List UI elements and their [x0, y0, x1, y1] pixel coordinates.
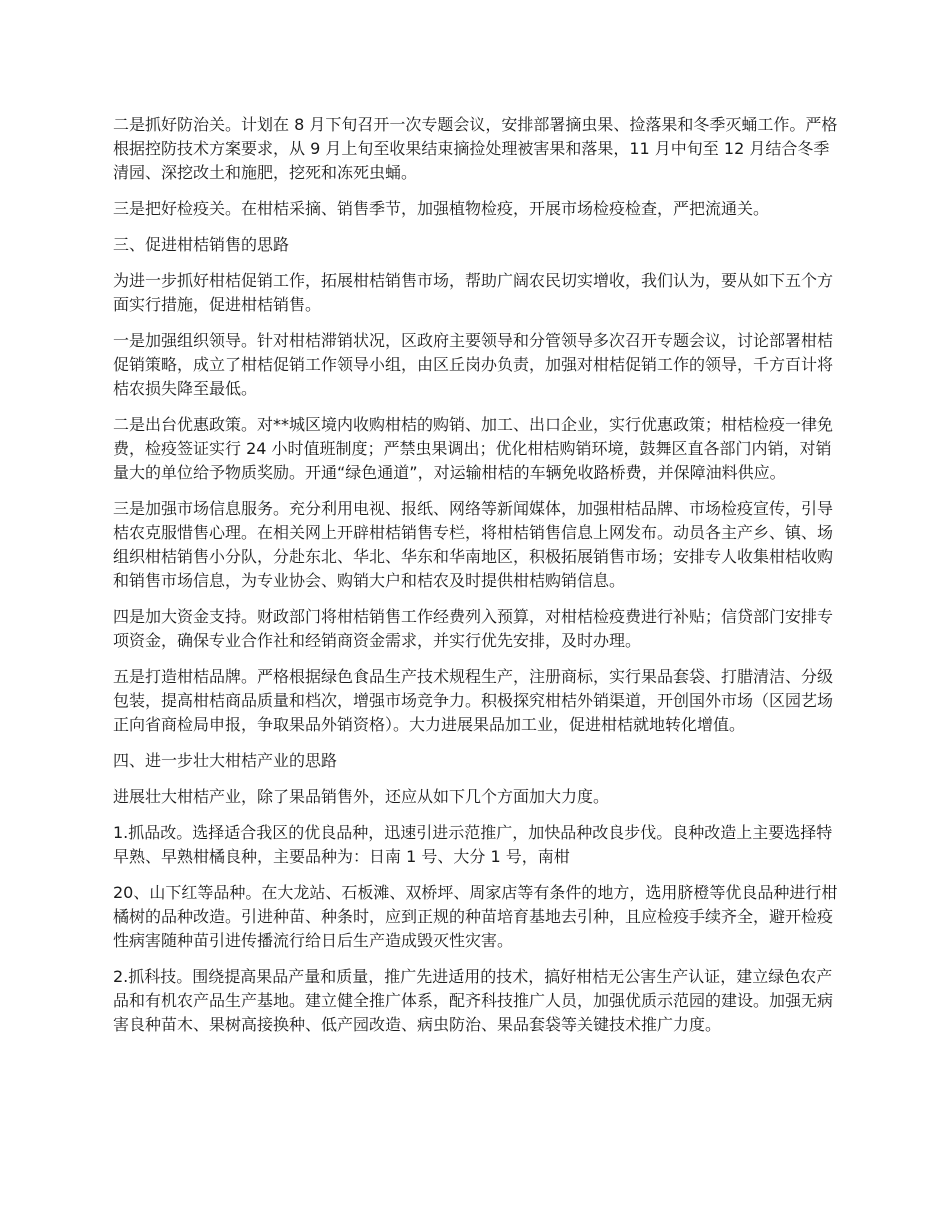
- paragraph-technology: 2.抓科技。围绕提高果品产量和质量，推广先进适用的技术，搞好柑桔无公害生产认证，建立绿色农产品和有机农产品生产基地。建立健全推广体系，配齐科技推广人员，加强优质示范园的建设。加强无病害良种苗木、果树高接换种、低产园改造、病虫防治、果品套袋等关键技术推广力度。: [113, 967, 834, 1034]
- paragraph-industry-intro: 进展壮大柑桔产业，除了果品销售外，还应从如下几个方面加大力度。: [113, 787, 610, 806]
- paragraph-funding: 四是加大资金支持。财政部门将柑桔销售工作经费列入预算，对柑桔检疫费进行补贴；信贷部门安排专项资金，确保专业合作社和经销商资金需求，并实行优先安排，及时办理。: [113, 607, 834, 650]
- section-heading-sales: 三、促进柑桔销售的思路: [113, 235, 290, 254]
- paragraph-leadership: 一是加强组织领导。针对柑桔滞销状况，区政府主要领导和分管领导多次召开专题会议，讨论部署柑桔促销策略，成立了柑桔促销工作领导小组，由区丘岗办负责，加强对柑桔促销工作的领导，千方百计将桔农损失降至最低。: [113, 331, 834, 398]
- paragraph-market-info: 三是加强市场信息服务。充分利用电视、报纸、网络等新闻媒体，加强柑桔品牌、市场检疫宣传，引导桔农克服惜售心理。在相关网上开辟柑桔销售专栏，将柑桔销售信息上网发布。动员各主产乡、镇、场组织柑桔销售小分队，分赴东北、华北、华东和华南地区，积极拓展销售市场；安排专人收集柑桔收购和销售市场信息，为专业协会、购销大户和桔农及时提供柑桔购销信息。: [113, 499, 834, 590]
- paragraph-brand: 五是打造柑桔品牌。严格根据绿色食品生产技术规程生产，注册商标，实行果品套袋、打腊清洁、分级包装，提高柑桔商品质量和档次，增强市场竞争力。积极探究柑桔外销渠道，开创国外市场（区园艺场正向省商检局申报，争取果品外销资格）。大力进展果品加工业，促进柑桔就地转化增值。: [113, 667, 834, 734]
- paragraph-variety: 1.抓品改。选择适合我区的优良品种，迅速引进示范推广，加快品种改良步伐。良种改造上主要选择特早熟、早熟柑橘良种，主要品种为：日南 1 号、大分 1 号，南柑: [113, 823, 833, 866]
- paragraph-policy: 二是出台优惠政策。对**城区境内收购柑桔的购销、加工、出口企业，实行优惠政策；柑桔检疫一律免费，检疫签证实行 24 小时值班制度；严禁虫果调出；优化柑桔购销环境，鼓舞区直各部门内销，对销量大的单位给予物质奖励。开通“绿色通道”，对运输柑桔的车辆免收路桥费，并保障油料供应。: [113, 415, 834, 482]
- paragraph-prevention: 二是抓好防治关。计划在 8 月下旬召开一次专题会议，安排部署摘虫果、捡落果和冬季灭蛹工作。严格根据控防技术方案要求，从 9 月上旬至收果结束摘捡处理被害果和落果，11 月中旬至 12 月结合冬季清园、深挖改土和施肥，挖死和冻死虫蛹。: [113, 115, 838, 182]
- paragraph-variety-continued: 20、山下红等品种。在大龙站、石板滩、双桥坪、周家店等有条件的地方，选用脐橙等优良品种进行柑橘树的品种改造。引进种苗、种条时，应到正规的种苗培育基地去引种，且应检疫手续齐全，避开检疫性病害随种苗引进传播流行给日后生产造成毁灭性灾害。: [113, 883, 838, 950]
- section-heading-industry: 四、进一步壮大柑桔产业的思路: [113, 751, 338, 770]
- paragraph-sales-intro: 为进一步抓好柑桔促销工作，拓展柑桔销售市场，帮助广阔农民切实增收，我们认为，要从如下五个方面实行措施，促进柑桔销售。: [113, 271, 834, 314]
- paragraph-quarantine: 三是把好检疫关。在柑桔采摘、销售季节，加强植物检疫，开展市场检疫检查，严把流通关。: [113, 199, 770, 218]
